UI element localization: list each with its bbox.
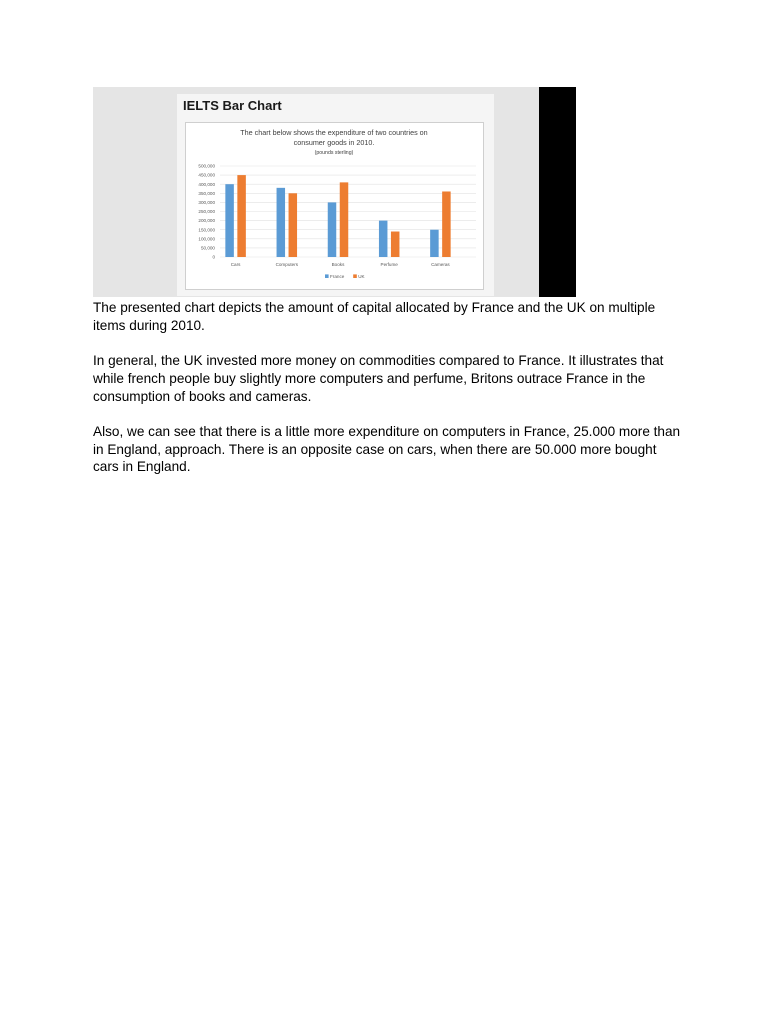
paragraph-1: The presented chart depicts the amount of capital allocated by France and the UK on multiple items during 2010. xyxy=(93,300,656,333)
bar-uk-perfume xyxy=(391,232,400,257)
bar-chart xyxy=(186,123,483,289)
chart-frame xyxy=(185,122,484,290)
y-tick-label: 200,000 xyxy=(198,218,215,224)
x-tick-label: Cars xyxy=(230,262,241,267)
bar-uk-cameras xyxy=(442,191,451,257)
y-tick-label: 350,000 xyxy=(198,190,215,196)
bar-france-perfume xyxy=(379,221,388,257)
chart-image xyxy=(177,94,494,296)
legend-swatch xyxy=(325,274,329,278)
legend-swatch xyxy=(353,274,357,278)
image-title: IELTS Bar Chart xyxy=(183,98,282,113)
paragraph-2: In general, the UK invested more money on commodities compared to France. It illustrates that while french people buy slightly more computers and perfume, Britons outrace France in the consumption of books and cameras. xyxy=(93,353,664,404)
x-tick-label: Books xyxy=(331,262,345,267)
y-tick-label: 50,000 xyxy=(200,245,215,251)
y-tick-label: 500,000 xyxy=(198,163,215,169)
body-text xyxy=(93,299,683,494)
y-tick-label: 300,000 xyxy=(198,200,215,205)
bar-france-computers xyxy=(277,188,286,257)
paragraph-3: Also, we can see that there is a little more expenditure on computers in France, 25.000 more than in England, approach. There is an opposite case on cars, when there are 50.000 more bought cars in England. xyxy=(93,423,681,475)
chart-subtitle: (pounds sterling) xyxy=(314,150,354,156)
legend-label: UK xyxy=(358,274,365,279)
y-tick-label: 450,000 xyxy=(198,172,215,178)
x-tick-label: Computers xyxy=(275,262,299,267)
legend-label: France xyxy=(330,274,345,279)
bar-france-cars xyxy=(225,184,234,257)
bar-uk-cars xyxy=(237,175,246,257)
y-tick-label: 100,000 xyxy=(198,236,215,242)
y-tick-label: 0 xyxy=(212,254,215,260)
bar-uk-computers xyxy=(289,193,298,257)
y-tick-label: 250,000 xyxy=(198,209,215,215)
x-tick-label: Cameras xyxy=(431,262,450,267)
bar-france-books xyxy=(328,202,337,257)
x-tick-label: Perfume xyxy=(380,262,398,267)
bar-france-cameras xyxy=(430,230,439,257)
bar-uk-books xyxy=(340,182,349,257)
y-tick-label: 400,000 xyxy=(198,181,215,187)
chart-title-line-1: The chart below shows the expenditure of two countries on xyxy=(240,128,428,137)
figure-black-bar xyxy=(539,87,576,297)
chart-title-line-2: consumer goods in 2010. xyxy=(293,138,375,147)
y-tick-label: 150,000 xyxy=(198,227,215,233)
